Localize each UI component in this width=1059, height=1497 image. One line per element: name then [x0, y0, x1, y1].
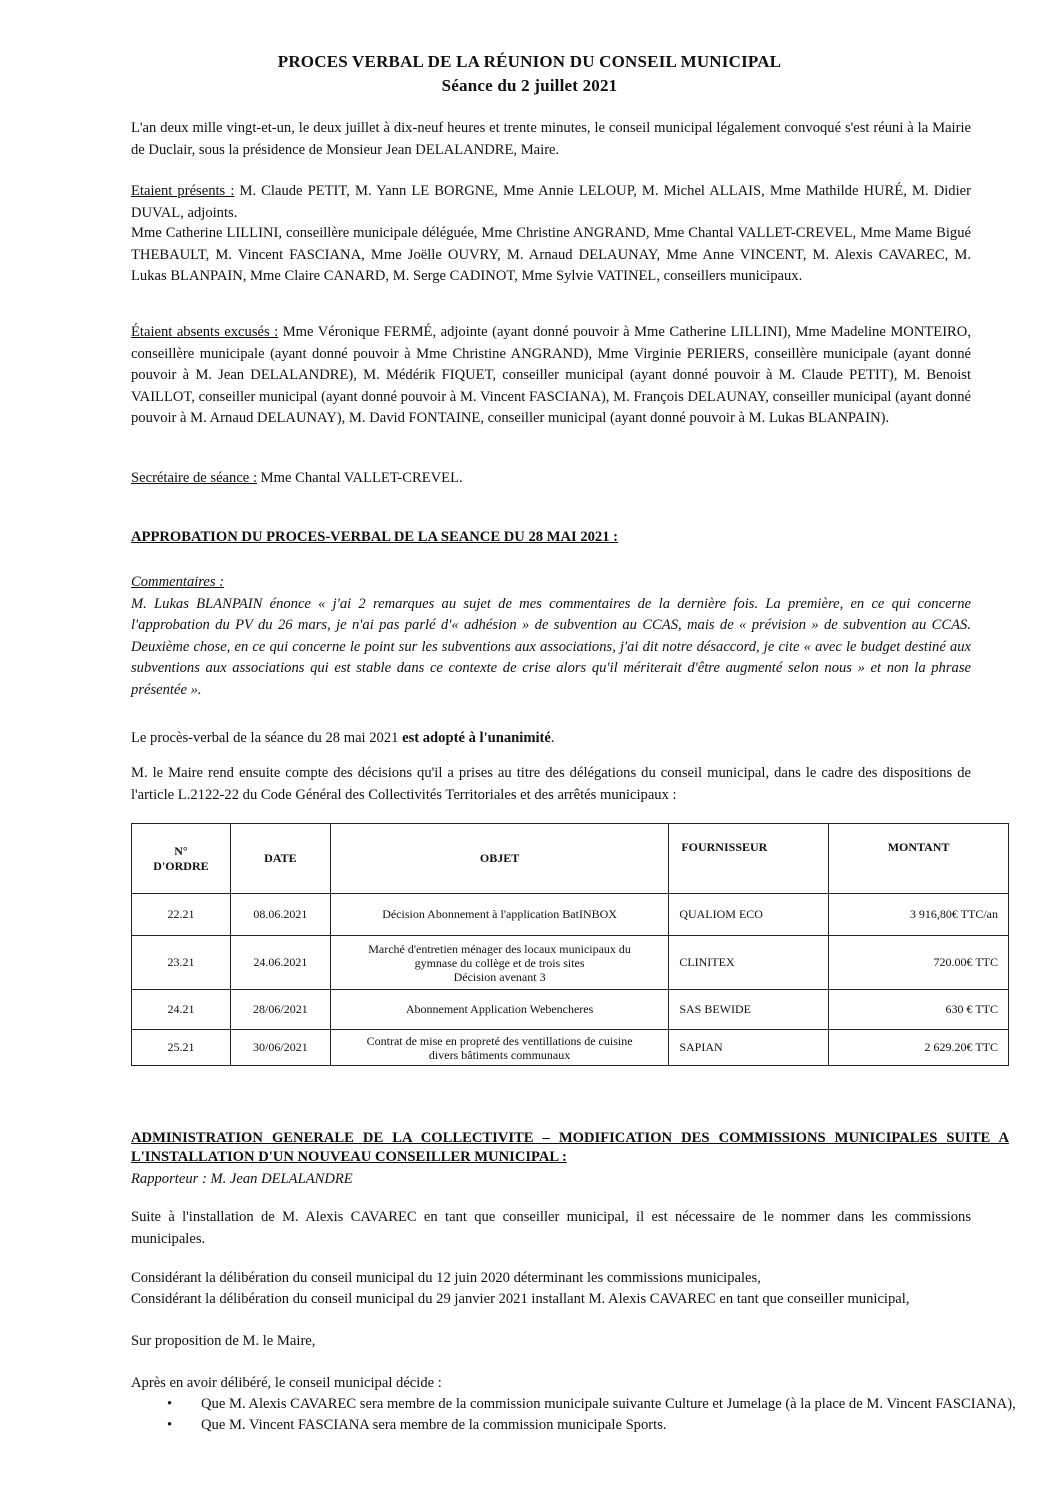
- cell-date: 08.06.2021: [230, 894, 330, 936]
- absents-paragraph: [131, 322, 971, 430]
- header-ordre-line1: N°: [174, 843, 188, 858]
- header-fournisseur: FOURNISSEUR: [669, 824, 829, 894]
- table-header-row: [132, 824, 1009, 894]
- cell-date: 28/06/2021: [230, 990, 330, 1030]
- list-item-text: Que M. Vincent FASCIANA sera membre de la commission municipale Sports.: [201, 1417, 667, 1433]
- proposition: Sur proposition de M. le Maire,: [131, 1333, 316, 1349]
- absents-text: Mme Véronique FERMÉ, adjointe (ayant donné pouvoir à Mme Catherine LILLINI), Mme Madeline MONTEIRO, conseillère municipale (ayant donné pouvoir à Mme Christine ANGRAND), Mme Virginie PERIERS, conseillère municipale (ayant donné pouvoir à M. Jean DELALANDRE), M. Médérik FIQUET, conseiller municipal (ayant donné pouvoir à M. Claude PETIT), M. Benoist VAILLOT, conseiller municipal (ayant donné pouvoir à M. Vincent FASCIANA), M. François DELAUNAY, conseiller municipal (ayant donné pouvoir à M. Arnaud DELAUNAY), M. David FONTAINE, conseiller municipal (ayant donné pouvoir à M. Lukas BLANPAIN).: [131, 324, 971, 426]
- cell-montant: 720.00€ TTC: [829, 936, 1009, 990]
- comments-text: M. Lukas BLANPAIN énonce « j'ai 2 remarques au sujet de mes commentaires de la dernière fois. La première, en ce qui concerne l'approbation du PV du 26 mars, je n'ai pas parlé d'« adhésion » de subvention au CCAS, mais de « prévision » de subvention au CCAS. Deuxième chose, en ce qui concerne le point sur les subventions aux associations, j'ai dit notre désaccord, je cite « avec le budget destiné aux subventions aux associations qui est stable dans ce contexte de crise alors qu'il mériterait d'être augmenté selon nous » et non la phrase présentée ».: [131, 595, 971, 698]
- header-montant: MONTANT: [829, 824, 1009, 894]
- cell-date: 24.06.2021: [230, 936, 330, 990]
- comments-block: [131, 572, 971, 701]
- cell-ordre: 24.21: [132, 990, 231, 1030]
- table-row: [132, 894, 1009, 936]
- table-row: [132, 1030, 1009, 1066]
- list-item: [167, 1394, 1059, 1415]
- objet-line: Marché d'entretien ménager des locaux municipaux du: [368, 941, 631, 956]
- cell-fournisseur: SAS BEWIDE: [669, 990, 829, 1030]
- bullet-icon: •: [167, 1417, 173, 1433]
- adoption-paragraph: [131, 728, 971, 750]
- bullet-icon: •: [167, 1396, 173, 1412]
- absents-label: Étaient absents excusés :: [131, 324, 279, 340]
- approbation-heading: APPROBATION DU PROCES-VERBAL DE LA SEANCE DU 28 MAI 2021 :: [131, 529, 619, 545]
- secretaire-name: Mme Chantal VALLET-CREVEL.: [257, 470, 463, 486]
- secretaire-paragraph: [131, 468, 971, 490]
- rapporteur: Rapporteur : M. Jean DELALANDRE: [131, 1171, 353, 1187]
- conseillers-paragraph: Mme Catherine LILLINI, conseillère municipale déléguée, Mme Christine ANGRAND, Mme Chantal VALLET-CREVEL, Mme Mame Bigué THEBAULT, M. Vincent FASCIANA, Mme Joëlle OUVRY, M. Arnaud DELAUNAY, Mme Anne VINCENT, M. Alexis CAVAREC, M. Lukas BLANPAIN, Mme Claire CANARD, M. Serge CADINOT, Mme Sylvie VATINEL, conseillers municipaux.: [131, 225, 971, 284]
- cell-objet: Décision Abonnement à l'application BatINBOX: [330, 894, 668, 936]
- list-item: [167, 1415, 1059, 1436]
- header-objet: OBJET: [330, 824, 668, 894]
- presents-paragraph: [131, 181, 971, 224]
- cell-fournisseur: QUALIOM ECO: [669, 894, 829, 936]
- objet-line: divers bâtiments communaux: [428, 1047, 571, 1062]
- secretaire-label: Secrétaire de séance :: [131, 470, 257, 486]
- administration-intro: Suite à l'installation de M. Alexis CAVAREC en tant que conseiller municipal, il est nécessaire de le nommer dans les commissions municipales.: [131, 1209, 971, 1247]
- considerant-2: Considérant la délibération du conseil municipal du 29 janvier 2021 installant M. Alexis CAVAREC en tant que conseiller municipal,: [131, 1291, 910, 1307]
- cell-ordre: 23.21: [132, 936, 231, 990]
- header-ordre: [132, 824, 231, 894]
- objet-line: Décision avenant 3: [453, 969, 546, 984]
- administration-heading: ADMINISTRATION GENERALE DE LA COLLECTIVITE – MODIFICATION DES COMMISSIONS MUNICIPALES SUITE A L'INSTALLATION D'UN NOUVEAU CONSEILLER MUNICIPAL :: [131, 1130, 1009, 1165]
- header-date: DATE: [230, 824, 330, 894]
- adoption-result: est adopté à l'unanimité: [402, 730, 551, 746]
- cell-montant: 2 629.20€ TTC: [829, 1030, 1009, 1066]
- objet-line: gymnase du collège et de trois sites: [414, 955, 585, 970]
- list-item-text: Que M. Alexis CAVAREC sera membre de la commission municipale suivante Culture et Jumelage (à la place de M. Vincent FASCIANA),: [201, 1396, 1016, 1412]
- intro-paragraph: L'an deux mille vingt-et-un, le deux juillet à dix-neuf heures et trente minutes, le conseil municipal légalement convoqué s'est réuni à la Mairie de Duclair, sous la présidence de Monsieur Jean DELALANDRE, Maire.: [131, 120, 971, 158]
- header-ordre-line2: D'ORDRE: [153, 858, 209, 873]
- cell-ordre: 25.21: [132, 1030, 231, 1066]
- session-date: Séance du 2 juillet 2021: [441, 76, 618, 95]
- document-title: PROCES VERBAL DE LA RÉUNION DU CONSEIL MUNICIPAL: [277, 52, 782, 71]
- adoption-suffix: .: [550, 730, 555, 746]
- decisions-intro: M. le Maire rend ensuite compte des décisions qu'il a prises au titre des délégations du conseil municipal, dans le cadre des dispositions de l'article L.2122-22 du Code Général des Collectivités Territoriales et des arrêtés municipaux :: [131, 765, 971, 803]
- table-row: [132, 936, 1009, 990]
- cell-fournisseur: SAPIAN: [669, 1030, 829, 1066]
- decision-list: [131, 1394, 1059, 1436]
- cell-montant: 3 916,80€ TTC/an: [829, 894, 1009, 936]
- comments-label: Commentaires :: [131, 574, 225, 590]
- cell-montant: 630 € TTC: [829, 990, 1009, 1030]
- cell-fournisseur: CLINITEX: [669, 936, 829, 990]
- adoption-text: Le procès-verbal de la séance du 28 mai 2021: [131, 730, 403, 746]
- table-row: [132, 990, 1009, 1030]
- cell-ordre: 22.21: [132, 894, 231, 936]
- cell-objet: [330, 1030, 668, 1066]
- cell-date: 30/06/2021: [230, 1030, 330, 1066]
- cell-objet: [330, 936, 668, 990]
- decisions-table: [131, 823, 1009, 1066]
- cell-objet: Abonnement Application Webencheres: [330, 990, 668, 1030]
- considerant-1: Considérant la délibération du conseil municipal du 12 juin 2020 déterminant les commissions municipales,: [131, 1270, 761, 1286]
- decision-intro: Après en avoir délibéré, le conseil municipal décide :: [131, 1375, 442, 1391]
- presents-adjoints: M. Claude PETIT, M. Yann LE BORGNE, Mme Annie LELOUP, M. Michel ALLAIS, Mme Mathilde HURÉ, M. Didier DUVAL, adjoints.: [131, 183, 971, 221]
- presents-label: Etaient présents :: [131, 183, 235, 199]
- objet-line: Contrat de mise en propreté des ventillations de cuisine: [366, 1033, 633, 1048]
